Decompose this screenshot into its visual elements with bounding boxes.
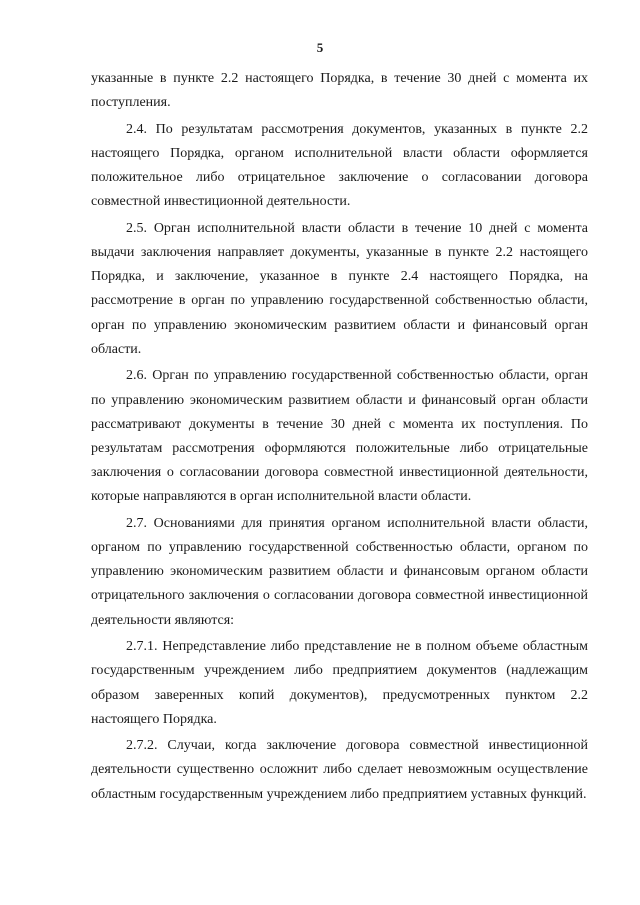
page-number: 5	[316, 40, 324, 55]
paragraph-2-7: 2.7. Основаниями для принятия органом исполнительной власти области, органом по управлению государственной собственностью области, органом по управлению экономическим развитием области и финансовым органом области отрицательного заключения о согласовании договора совместной инвестиционной деятельности являются:	[91, 515, 588, 628]
document-body	[91, 67, 588, 809]
paragraph-2-7-2: 2.7.2. Случаи, когда заключение договора совместной инвестиционной деятельности существенно осложнит либо сделает невозможным осуществление областным государственным учреждением либо предприятием уставных функций.	[91, 738, 588, 802]
paragraph-2-5: 2.5. Орган исполнительной власти области в течение 10 дней с момента выдачи заключения направляет документы, указанные в пункте 2.2 настоящего Порядка, и заключение, указанное в пункте 2.4 настоящего Порядка, на рассмотрение в орган по управлению государственной собственностью области, орган по управлению экономическим развитием области и финансовый орган области.	[91, 220, 588, 357]
paragraph-2-6: 2.6. Орган по управлению государственной собственностью области, орган по управлению экономическим развитием области и финансовый орган области рассматривают документы в течение 30 дней с момента их поступления. По результатам рассмотрения оформляются положительные либо отрицательные заключения о согласовании договора совместной инвестиционной деятельности, которые направляются в орган исполнительной власти области.	[91, 368, 588, 505]
paragraph-continuation: указанные в пункте 2.2 настоящего Порядка, в течение 30 дней с момента их поступления.	[91, 71, 588, 111]
paragraph-2-7-1: 2.7.1. Непредставление либо представление не в полном объеме областным государственным учреждением либо предприятием документов (надлежащим образом заверенных копий документов), предусмотренных пунктом 2.2 настоящего Порядка.	[91, 639, 588, 727]
paragraph-2-4: 2.4. По результатам рассмотрения документов, указанных в пункте 2.2 настоящего Порядка, органом исполнительной власти области оформляется положительное либо отрицательное заключение о согласовании договора совместной инвестиционной деятельности.	[91, 121, 588, 210]
